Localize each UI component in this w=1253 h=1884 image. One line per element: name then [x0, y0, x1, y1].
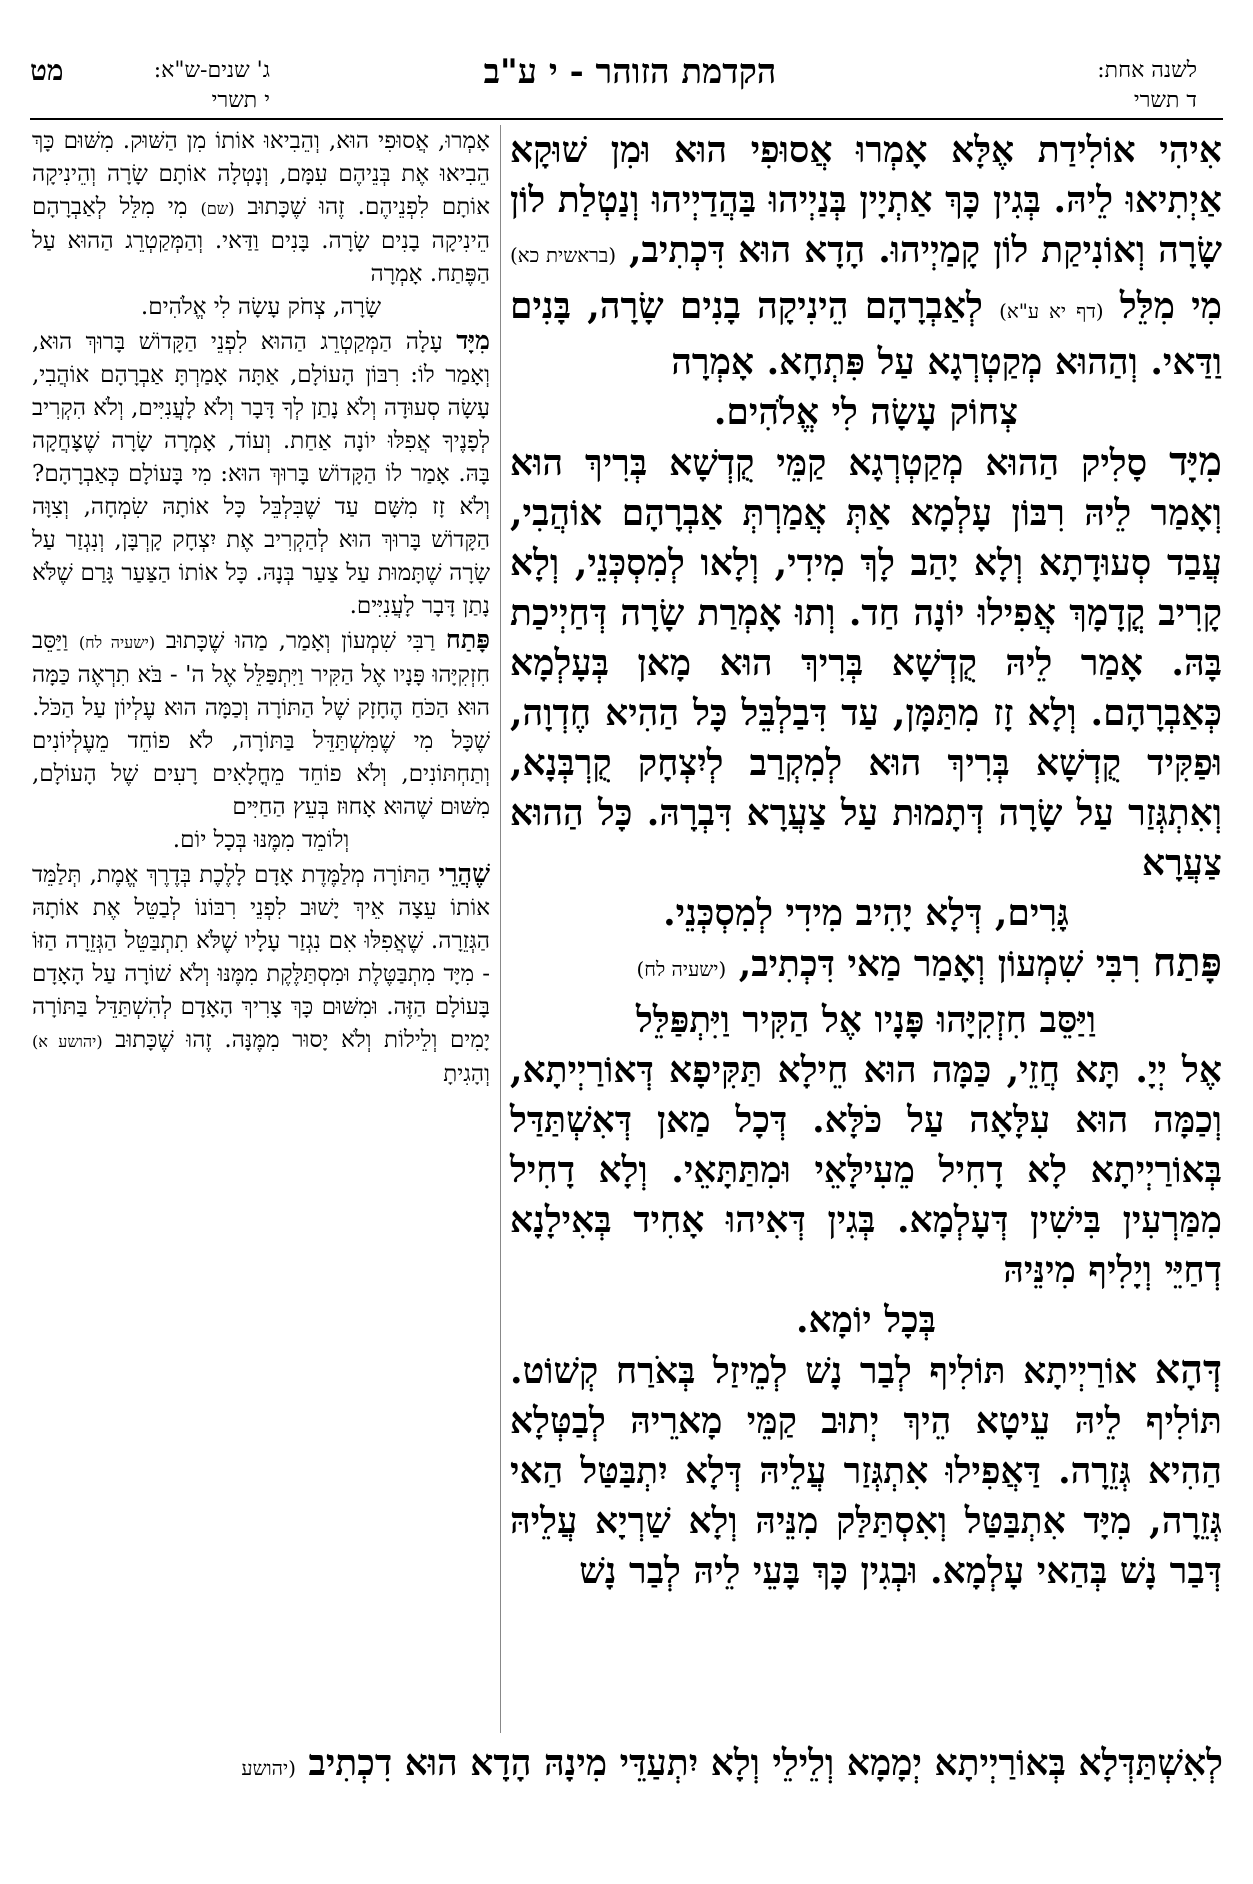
aramaic-paragraph-4 — [510, 1345, 1222, 1596]
aramaic-text: סָלִיק הַהוּא מְקַטְרְגָא קַמֵּי קֻדְשָׁא בְּרִיךְ הוּא וְאָמַר לֵיהּ רִבּוֹן עָלְמָא אַתְּ אֲמַרְתְּ אַבְרָהָם אוֹהֲבִי, עֲבַד סְעוּדָתָא וְלָא יָהַב לָךְ מִידִי, וְלָאו לְמִסְכְּנֵי, וְלָא קָרִיב קֳדָמָךְ אֲפִילוּ יוֹנָה חַד. וְתוּ אָמְרַת שָׂרָה דְּחַיְיכַת בָּהּ. אָמַר לֵיהּ קֻדְשָׁא בְּרִיךְ הוּא מָאן בְּעָלְמָא כְּאַבְרָהָם. וְלָא זָז מִתַּמָּן, עַד דִּבַלְבֵּל כָּל הַהִיא חֶדְוָה, וּפַקִּיד קֻדְשָׁא בְּרִיךְ הוּא לְמִקְרַב לְיִצְחָק קֻרְבְּנָא, וְאִתְגְּזַר עַל שָׂרָה דְּתָמוּת עַל צַעֲרָא דִּבְרָהּ. כָּל הַהוּא צַעֲרָא — [510, 442, 1222, 884]
hebrew-paragraph-3-end: וְלוֹמֵד מִמֶּנּוּ בְּכָל יוֹם. — [172, 827, 350, 853]
hebrew-paragraph-3 — [32, 623, 490, 824]
hebrew-text: עָלָה הַמְּקַטְרֵג הַהוּא לִפְנֵי הַקָּדוֹשׁ בָּרוּךְ הוּא, וְאָמַר לוֹ: רִבּוֹן הָעוֹלָם, אַתָּה אָמַרְתָּ אַבְרָהָם אוֹהֲבִי, עָשָׂה סְעוּדָה וְלֹא נָתַן לְךָ דָּבָר וְלֹא לָעֲנִיִּים, וְלֹא הִקְרִיב לְפָנֶיךָ אֲפִלּוּ יוֹנָה אַחַת. וְעוֹד, אָמְרָה שָׂרָה שֶׁצָּחֲקָה בָּהּ. אָמַר לוֹ הַקָּדוֹשׁ בָּרוּךְ הוּא: מִי בָּעוֹלָם כְּאַבְרָהָם? וְלֹא זָז מִשָּׁם עַד שֶׁבִּלְבֵּל כָּל אוֹתָהּ שִׂמְחָה, וְצִוָּה הַקָּדוֹשׁ בָּרוּךְ הוּא לְהַקְרִיב אֶת יִצְחָק קָרְבָּן, וְנִגְזַר עַל שָׂרָה שֶׁתָּמוּת עַל צַעַר בְּנָהּ. כָּל אוֹתוֹ הַצַּעַר גָּרַם שֶׁלֹּא נָתַן דָּבָר לָעֲנִיִּים. — [32, 329, 490, 619]
aramaic-paragraph-3 — [510, 938, 1222, 995]
source-reference: (יהושע א) — [32, 1032, 103, 1051]
aramaic-paragraph-2 — [510, 437, 1222, 888]
hebrew-text: אָמְרוּ, אֲסוּפִי הוּא, וְהֵבִיאוּ אוֹתוֹ מִן הַשּׁוּק. מִשּׁוּם כָּךְ הֵבִיאוּ אֶת בְּנֵיהֶם עִמָּם, וְנָטְלָה אוֹתָם שָׂרָה וְהֵינִיקָה אוֹתָם לִפְנֵיהֶם. זֶהוּ שֶׁכָּתוּב — [32, 128, 490, 220]
hebrew-text: וְהָגִיתָ — [443, 1061, 490, 1087]
aramaic-paragraph-1 — [510, 125, 1222, 387]
schedule-one-year — [967, 56, 1197, 116]
page-reference: (דף יא ע"א) — [999, 300, 1104, 323]
hebrew-paragraph-4 — [32, 857, 490, 1091]
aramaic-paragraph-3-end: בְּכָל יוֹמָא. — [796, 1299, 936, 1341]
page-number: מט — [30, 54, 64, 87]
hebrew-paragraph-1-end: שָׂרָה, צְחֹק עָשָׂה לִי אֱלֹהִים. — [140, 294, 382, 320]
hebrew-paragraph-2 — [32, 324, 490, 623]
bottom-text: לְאִשְׁתַּדְּלָא בְּאוֹרַיְיתָא יְמָמָא וְלֵילֵי וְלָא יִתְעַדֵּי מִינָהּ הָדָא הוּא דִכְתִיב — [308, 1742, 1223, 1784]
source-reference: (שם) — [200, 199, 235, 218]
hebrew-paragraph-1 — [32, 125, 490, 291]
column-divider — [500, 125, 501, 1733]
paragraph-lead-word: מִיָּד — [1169, 439, 1222, 485]
paragraph-lead-word: מִיָּד — [456, 325, 491, 355]
header-divider — [30, 118, 1223, 120]
schedule-three-years-date: י תשרי — [211, 88, 270, 113]
aramaic-column — [510, 125, 1222, 1596]
hebrew-text: הַתּוֹרָה מְלַמֶּדֶת אָדָם לָלֶכֶת בְּדֶרֶךְ אֱמֶת, תְּלַמֵּד אוֹתוֹ עֵצָה אֵיךְ יָשׁוּב לִפְנֵי רִבּוֹנוֹ לְבַטֵּל אֶת אוֹתָהּ הַגְּזֵרָה. שֶׁאֲפִלּוּ אִם נִגְזַר עָלָיו שֶׁלֹּא תִתְבַּטֵּל הַגְּזֵרָה הַזּוֹ - מִיָּד מִתְבַּטֶּלֶת וּמִסְתַּלֶּקֶת מִמֶּנּוּ וְלֹא שׁוֹרָה עַל הָאָדָם בָּעוֹלָם הַזֶּה. וּמִשּׁוּם כָּךְ צָרִיךְ הָאָדָם לְהִשְׁתַּדֵּל בַּתּוֹרָה יָמִים וְלֵילוֹת וְלֹא יָסוּר מִמֶּנָּה. זֶהוּ שֶׁכָּתוּב — [32, 862, 491, 1053]
aramaic-paragraph-2-end: גָּרִים, דְּלָא יָהִיב מִידִי לְמִסְכְּנֵי. — [663, 892, 1069, 934]
paragraph-lead-word: שֶׁהֲרֵי — [438, 858, 491, 888]
aramaic-text: רִבִּי שִׁמְעוֹן וְאָמַר מַאי דִּכְתִיב, — [738, 943, 1141, 985]
page-title: הקדמת הזוהר - י ע"ב — [483, 52, 777, 92]
source-reference: (ישעיה לח) — [636, 958, 727, 981]
schedule-three-years-label: ג' שנים-ש"א: — [153, 58, 270, 83]
aramaic-text: לְאַבְרָהָם הֵינִיקָה בָנִים שָׂרָה, בָּנִים וַדַּאי. וְהַהוּא מְקַטְרְגָא עַל פִּתְחָא. אָמְרָה — [510, 285, 1222, 383]
aramaic-verse-line: וַיַּסֵּב חִזְקִיָּהוּ פָּנָיו אֶל הַקִּיר וַיִּתְפַּלֵּל — [636, 999, 1096, 1041]
aramaic-paragraph-3-cont: אֶל יְיָ. תָּא חֲזֵי, כַּמָּה הוּא חֵילָא תַּקִּיפָא דְּאוֹרַיְיתָא, וְכַמָּה הוּא עִלָּאָה עַל כֹּלָּא. דְּכָל מַאן דְּאִשְׁתַּדַּל בְּאוֹרַיְיתָא לָא דָחִיל מֵעִילָּאֵי וּמִתַּתָּאֵי. וְלָא דָחִיל מִמַּרְעִין בִּישִׁין דְּעָלְמָא. בְּגִין דְּאִיהוּ אָחִיד בְּאִילָנָא דְחַיֵּי וְיָלִיף מִינֵּיהּ — [510, 1049, 1222, 1291]
paragraph-lead-word: פָּתַח — [1152, 940, 1222, 986]
source-reference: (בראשית כא) — [510, 244, 617, 267]
schedule-one-year-date: ד תשרי — [1133, 88, 1197, 113]
hebrew-column — [32, 125, 490, 1091]
paragraph-lead-word: דְּהָא — [1154, 1347, 1222, 1393]
aramaic-text: מִי מִלֵּל — [1119, 285, 1222, 327]
aramaic-paragraph-1-end: צְחוֹק עָשָׂה לִי אֱלֹהִים. — [713, 391, 1019, 433]
hebrew-text: מִי מִלֵּל לְאַבְרָהָם הֵינִיקָה בָנִים שָׂרָה. בָּנִים וַדַּאי. וְהַמְּקַטְרֵג הַהוּא עַל הַפֶּתַח. אָמְרָה — [32, 194, 490, 287]
aramaic-text: אוֹרַיְיתָא תּוֹלִיף לְבַר נָשׁ לְמֵיזַל בְּאֹרַח קְשׁוֹט. תּוֹלִיף לֵיהּ עֵיטָא הֵיךְ יְתוּב קַמֵּי מָארֵיהּ לְבַטְּלָא הַהִיא גְּזֵרָה. דַּאֲפִילוּ אִתְגְּזַר עֲלֵיהּ דְּלָא יִתְבַּטַּל הַאי גְּזֵרָה, מִיָּד אִתְבַּטַּל וְאִסְתַּלַּק מִנֵּיהּ וְלָא שַׁרְיָא עֲלֵיהּ דְּבַר נָשׁ בְּהַאי עָלְמָא. וּבְגִין כָּךְ בָּעֵי לֵיהּ לְבַר נָשׁ — [510, 1350, 1222, 1592]
schedule-one-year-label: לשנה אחת: — [1097, 58, 1197, 83]
paragraph-lead-word: פָּתַח — [445, 624, 491, 654]
source-reference: (יהושע — [241, 1757, 296, 1780]
aramaic-text: אִיהִי אוֹלִידַת אֶלָּא אָמְרוּ אֲסוּפִי הוּא וּמִן שׁוּקָא אַיְתִיאוּ לֵיהּ. בְּגִין כָּךְ אַתְיָין בְּנַיְיהוּ בַּהֲדַיְיהוּ וְנַטְלַת לוֹן שָׂרָה וְאוֹנִיקַת לוֹן קָמַיְיהוּ. הָדָא הוּא דִּכְתִיב, — [510, 129, 1222, 271]
hebrew-text: רַבִּי שִׁמְעוֹן וְאָמַר, מַהוּ שֶׁכָּתוּב — [165, 628, 436, 654]
bottom-continuation-line — [40, 1742, 1223, 1784]
source-reference: (ישעיה לח) — [78, 633, 156, 652]
hebrew-text: וַיַּסֵּב חִזְקִיָּהוּ פָּנָיו אֶל הַקִּיר וַיִּתְפַּלֵּל אֶל ה' - בֹּא תִרְאֶה כַּמָּה הוּא הַכֹּחַ הֶחָזָק שֶׁל הַתּוֹרָה וְכַמָּה הוּא עֶלְיוֹן עַל הַכֹּל. שֶׁכָּל מִי שֶׁמִּשְׁתַּדֵּל בַּתּוֹרָה, לֹא פוֹחֵד מֵעֶלְיוֹנִים וְתַחְתּוֹנִים, וְלֹא פוֹחֵד מֵחֳלָאִים רָעִים שֶׁל הָעוֹלָם, מִשּׁוּם שֶׁהוּא אָחוּז בְּעֵץ הַחַיִּים — [32, 628, 490, 820]
